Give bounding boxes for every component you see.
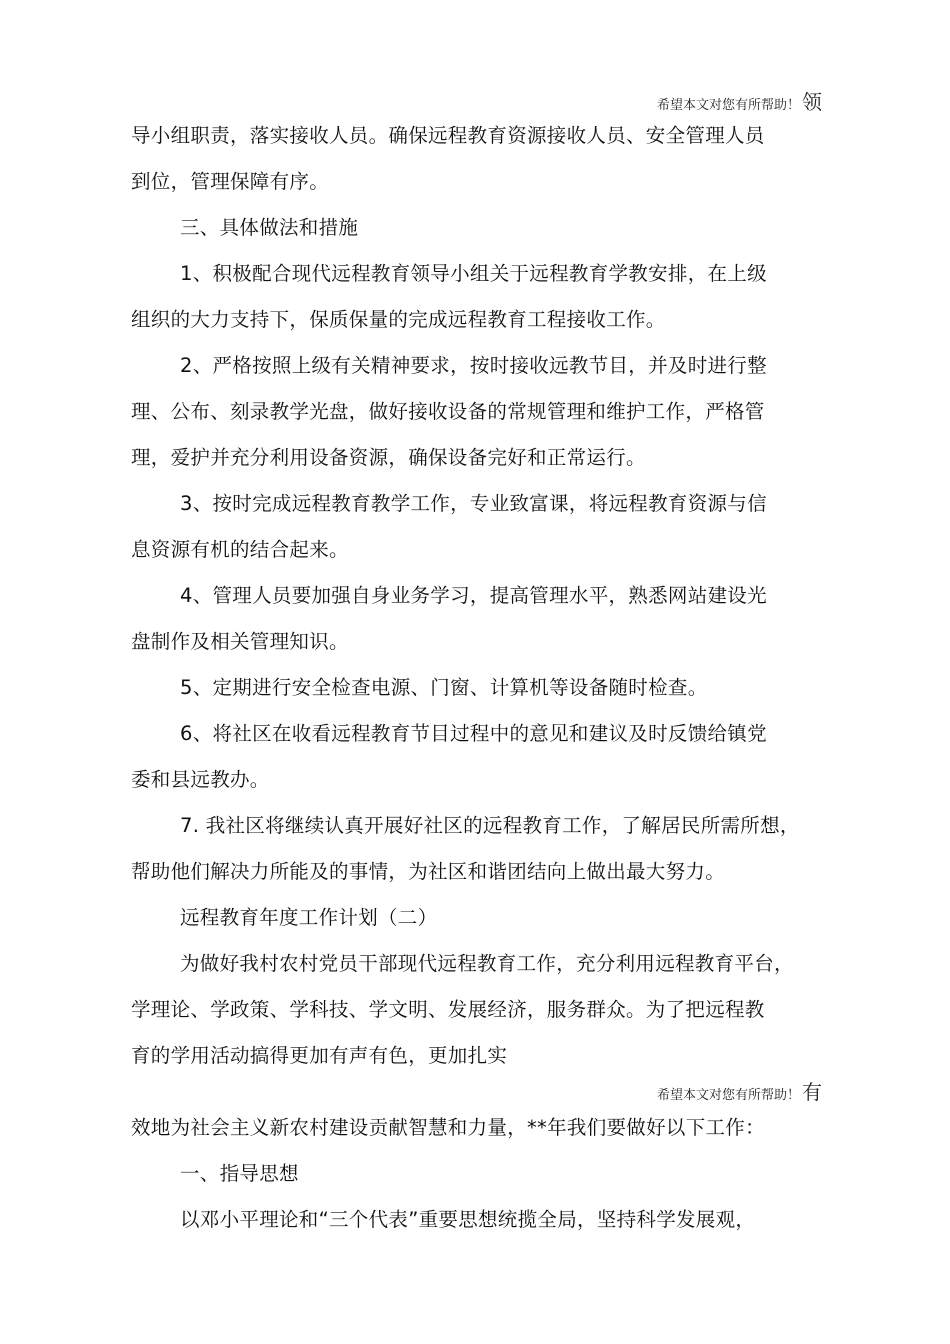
text-line-10: 息资源有机的结合起来。 (131, 538, 349, 561)
section-heading-3: 三、具体做法和措施 (180, 216, 359, 239)
text-line-2: 到位，管理保障有序。 (131, 170, 330, 193)
text-line-6: 2、严格按照上级有关精神要求，按时接收远教节目，并及时进行整 (180, 354, 767, 377)
header-note-1-text: 希望本文对您有所帮助！ (656, 98, 800, 113)
text-line-8: 理，爱护并充分利用设备资源，确保设备完好和正常运行。 (131, 446, 646, 469)
header-note-1-char: 领 (802, 90, 822, 114)
text-line-11: 4、管理人员要加强自身业务学习，提高管理水平，熟悉网站建设光 (180, 584, 767, 607)
text-line-14: 6、将社区在收看远程教育节目过程中的意见和建议及时反馈给镇党 (180, 722, 767, 745)
text-line-13: 5、定期进行安全检查电源、门窗、计算机等设备随时检查。 (180, 676, 708, 699)
header-note-2-char: 有 (802, 1080, 822, 1104)
header-note-2-text: 希望本文对您有所帮助！ (656, 1088, 800, 1103)
text-line-1: 导小组职责，落实接收人员。确保远程教育资源接收人员、安全管理人员 (131, 124, 765, 147)
text-line-17: 帮助他们解决力所能及的事情，为社区和谐团结向上做出最大努力。 (131, 860, 726, 883)
section-title-plan-2: 远程教育年度工作计划（二） (180, 906, 438, 929)
text-line-5: 组织的大力支持下，保质保量的完成远程教育工程接收工作。 (131, 308, 666, 331)
text-line-24: 以邓小平理论和“三个代表”重要思想统揽全局，坚持科学发展观， (180, 1208, 756, 1231)
text-line-15: 委和县远教办。 (131, 768, 270, 791)
text-line-21: 育的学用活动搞得更加有声有色，更加扎实 (131, 1044, 508, 1067)
text-line-22: 效地为社会主义新农村建设贡献智慧和力量，**年我们要做好以下工作： (131, 1116, 765, 1139)
text-line-19: 为做好我村农村党员干部现代远程教育工作，充分利用远程教育平台， (180, 952, 794, 975)
text-line-4: 1、积极配合现代远程教育领导小组关于远程教育学教安排，在上级 (180, 262, 767, 285)
header-note-1 (657, 90, 822, 118)
text-line-20: 学理论、学政策、学科技、学文明、发展经济，服务群众。为了把远程教 (131, 998, 765, 1021)
text-line-9: 3、按时完成远程教育教学工作，专业致富课，将远程教育资源与信 (180, 492, 767, 515)
text-line-12: 盘制作及相关管理知识。 (131, 630, 349, 653)
text-line-7: 理、公布、刻录教学光盘，做好接收设备的常规管理和维护工作，严格管 (131, 400, 765, 423)
header-note-2 (657, 1080, 822, 1108)
section-heading-guiding-ideology: 一、指导思想 (180, 1162, 299, 1185)
text-line-16: 7. 我社区将继续认真开展好社区的远程教育工作，了解居民所需所想， (180, 814, 800, 837)
